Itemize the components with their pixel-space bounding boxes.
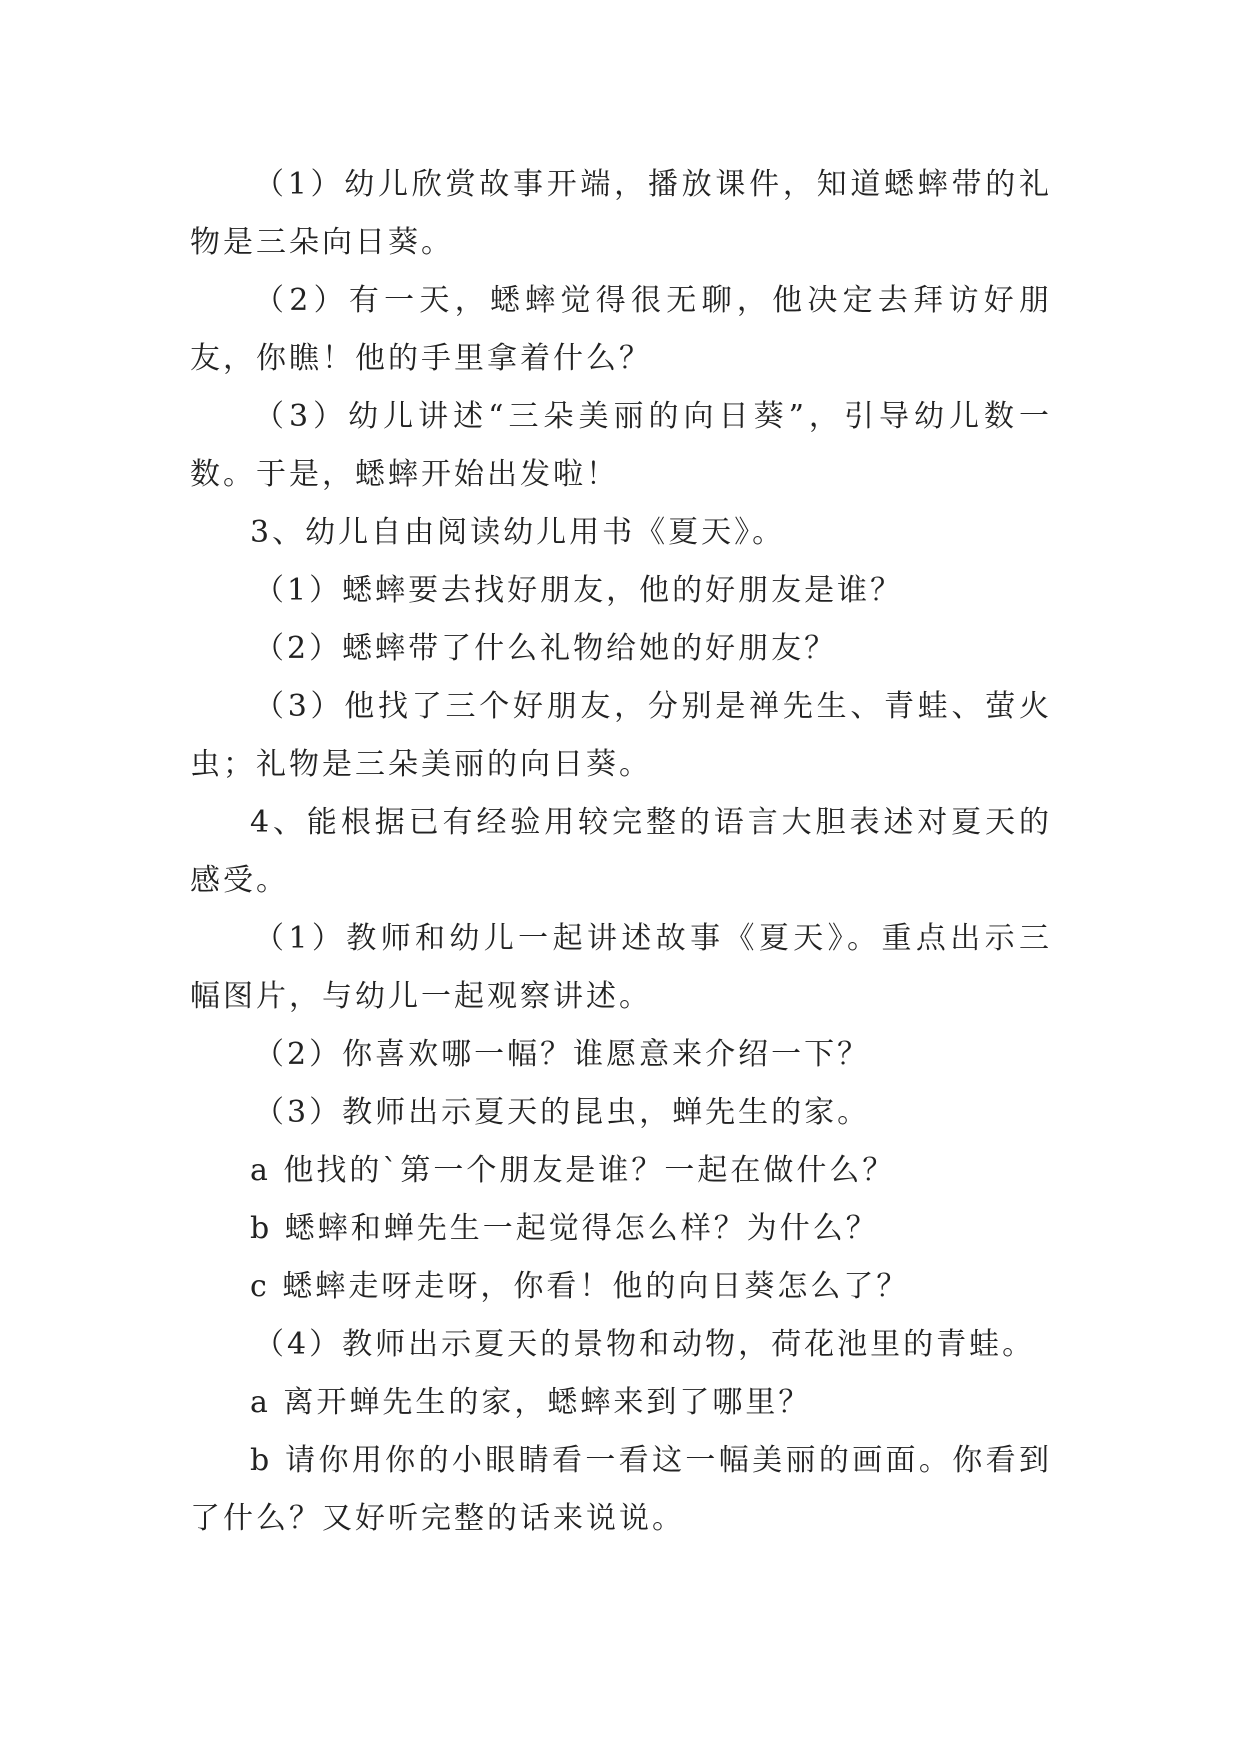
paragraph: （1）教师和幼儿一起讲述故事《夏天》。重点出示三幅图片，与幼儿一起观察讲述。: [190, 921, 1052, 1014]
list-item: b 请你用你的小眼睛看一看这一幅美丽的画面。你看到了什么？又好听完整的话来说说。: [190, 1443, 1052, 1536]
paragraph: （2）有一天，蟋蟀觉得很无聊，他决定去拜访好朋友，你瞧！他的手里拿着什么？: [190, 283, 1052, 376]
list-item: c 蟋蟀走呀走呀，你看！他的向日葵怎么了？: [250, 1269, 910, 1304]
paragraph: （1）蟋蟀要去找好朋友，他的好朋友是谁？: [254, 573, 904, 608]
paragraph: （3）幼儿讲述“三朵美丽的向日葵”，引导幼儿数一数。于是，蟋蟀开始出发啦！: [190, 399, 1052, 492]
list-item: a 他找的`第一个朋友是谁？一起在做什么？: [250, 1153, 896, 1188]
list-item: b 蟋蟀和蝉先生一起觉得怎么样？为什么？: [250, 1211, 879, 1246]
paragraph: （3）教师出示夏天的昆虫，蝉先生的家。: [254, 1095, 871, 1130]
document-body: [190, 156, 1052, 1548]
paragraph: （2）蟋蟀带了什么礼物给她的好朋友？: [254, 631, 838, 666]
paragraph: （3）他找了三个好朋友，分别是禅先生、青蛙、萤火虫；礼物是三朵美丽的向日葵。: [190, 689, 1052, 782]
section-heading: 3、幼儿自由阅读幼儿用书《夏天》。: [250, 515, 786, 550]
paragraph: （1）幼儿欣赏故事开端，播放课件，知道蟋蟀带的礼物是三朵向日葵。: [190, 167, 1052, 260]
list-item: a 离开蝉先生的家，蟋蟀来到了哪里？: [250, 1385, 812, 1420]
section-heading: 4、能根据已有经验用较完整的语言大胆表述对夏天的感受。: [190, 805, 1052, 898]
paragraph: （2）你喜欢哪一幅？谁愿意来介绍一下？: [254, 1037, 871, 1072]
paragraph: （4）教师出示夏天的景物和动物，荷花池里的青蛙。: [254, 1327, 1036, 1362]
